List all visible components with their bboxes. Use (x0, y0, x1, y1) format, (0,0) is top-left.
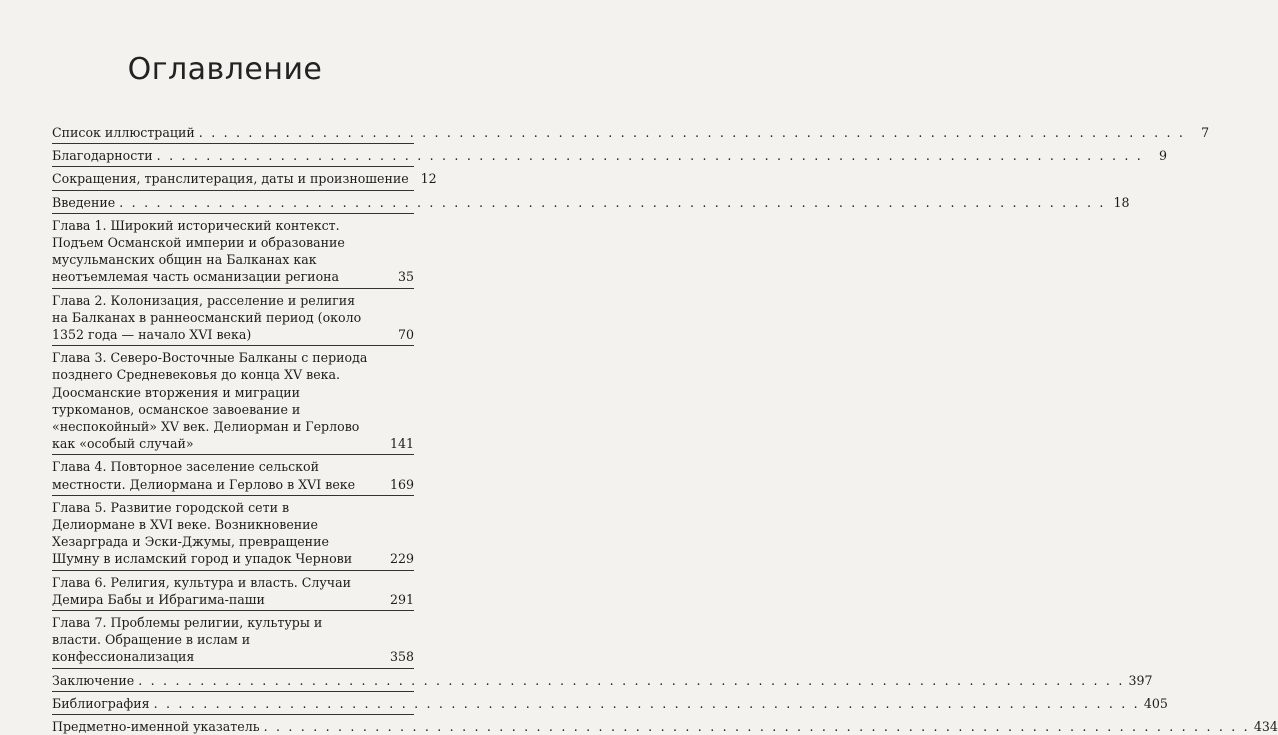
toc-entry (52, 614, 414, 666)
divider (52, 691, 414, 692)
toc-entry-page: 18 (1113, 194, 1130, 210)
toc-entry-page: 397 (1128, 672, 1153, 688)
divider (52, 495, 414, 496)
page-title: Оглавление (127, 52, 323, 87)
toc-entry-page: 35 (397, 269, 414, 285)
toc-entry-title: Предметно-именной указатель (52, 719, 260, 735)
toc-entry-page: 12 (420, 171, 437, 187)
toc-entry-title: Глава 3. Северо-Восточные Балканы с периода позднего Средневековья до конца XV века. Доосманские вторжения и миграции туркоманов, османское завоевание и «неспокойный» XV век. Делиорман и Герлово как «особый случай» (52, 350, 368, 452)
toc-entry-page: 291 (389, 591, 414, 607)
divider (52, 714, 414, 715)
dot-leader: . . . . . . . . . . . . . . . . . . . . . . . . . . . . . . . . . . . . . . . . . . . . . . . . . . . . . . . . . . . . . . . . . . . . . . . . . . . . . . . . (263, 719, 1250, 735)
toc-entry (52, 695, 1168, 712)
toc-entry (52, 672, 1153, 689)
toc-entry (52, 292, 414, 344)
divider (52, 454, 414, 455)
toc-entry (52, 574, 414, 608)
divider (52, 610, 414, 611)
toc-entry (52, 718, 1278, 735)
toc-entry (52, 349, 414, 452)
toc-entry (52, 217, 414, 286)
toc-entry-title: Глава 7. Проблемы религии, культуры и власти. Обращение в ислам и конфессионализация (52, 615, 323, 665)
divider (52, 166, 414, 167)
divider (52, 570, 414, 571)
toc-entry-page: 141 (389, 436, 414, 452)
toc-entry (52, 458, 414, 492)
toc-entry-title: Введение (52, 194, 116, 210)
toc-entry-title: Список иллюстраций (52, 125, 195, 140)
toc-entry-title: Заключение (52, 672, 135, 688)
divider (52, 143, 414, 144)
toc-entry-title: Глава 6. Религия, культура и власть. Случаи Демира Бабы и Ибрагима-паши (52, 574, 351, 607)
toc-entry-title: Глава 5. Развитие городской сети в Делиормане в XVI веке. Возникновение Хезарграда и Эски-Джумы, превращение Шумну в исламский город и упадок Чернови (52, 499, 353, 567)
toc-entry-page: 358 (389, 649, 414, 665)
dot-leader: . . . . . . . . . . . . . . . . . . . . . . . . . . . . . . . . . . . . . . . . . . . . . . . . . . . . . . . . . . . . . . . . . . . . . . . . . . . . . . . . (153, 695, 1140, 711)
toc-entry-page: 169 (389, 476, 414, 492)
toc-entry-title: Глава 1. Широкий исторический контекст. Подъем Османской империи и образование мусульманских общин на Балканах как неотъемлемая часть османизации региона (52, 217, 345, 285)
toc-entry-page: 9 (1158, 148, 1167, 164)
toc-entry (52, 170, 437, 187)
dot-leader: . . . . . . . . . . . . . . . . . . . . . . . . . . . . . . . . . . . . . . . . . . . . . . . . . . . . . . . . . . . . . . . . . . . . . . . . . . . . . . . . (198, 125, 1186, 140)
dot-leader: . . . . . . . . . . . . . . . . . . . . . . . . . . . . . . . . . . . . . . . . . . . . . . . . . . . . . . . . . . . . . . . . . . . . . . . . . . . . . . . . (119, 194, 1106, 210)
toc-entry-title: Сокращения, транслитерация, даты и произношение (52, 171, 409, 187)
divider (52, 345, 414, 346)
toc-entry (52, 147, 1167, 164)
dot-leader: . . . . . . . . . . . . . . . . . . . . . . . . . . . . . . . . . . . . . . . . . . . . . . . . . . . . . . . . . . . . . . . . . . . . . . . . . . . . . . . . (138, 672, 1125, 688)
toc-entry-title: Библиография (52, 695, 150, 711)
toc-entry (52, 124, 1210, 141)
toc-entry (52, 194, 1130, 211)
toc-entry-title: Глава 2. Колонизация, расселение и религия на Балканах в раннеосманский период (около 1352 года — начало XVI века) (52, 292, 362, 343)
toc-entry-page: 229 (389, 551, 414, 567)
divider (52, 190, 414, 191)
toc-entry-title: Благодарности (52, 148, 153, 164)
toc-entry-page: 7 (1201, 125, 1210, 140)
toc-entry (52, 499, 414, 568)
toc-entry-title: Глава 4. Повторное заселение сельской местности. Делиормана и Герлово в XVI веке (52, 459, 356, 492)
divider (52, 288, 414, 289)
divider (52, 213, 414, 214)
divider (52, 668, 414, 669)
toc-entry-page: 434 (1253, 719, 1278, 735)
toc-entry-page: 405 (1143, 695, 1168, 711)
toc-entry-page: 70 (397, 327, 414, 343)
dot-leader: . . . . . . . . . . . . . . . . . . . . . . . . . . . . . . . . . . . . . . . . . . . . . . . . . . . . . . . . . . . . . . . . . . . . . . . . . . . . . . . . (156, 148, 1143, 164)
table-of-contents (52, 124, 1278, 735)
